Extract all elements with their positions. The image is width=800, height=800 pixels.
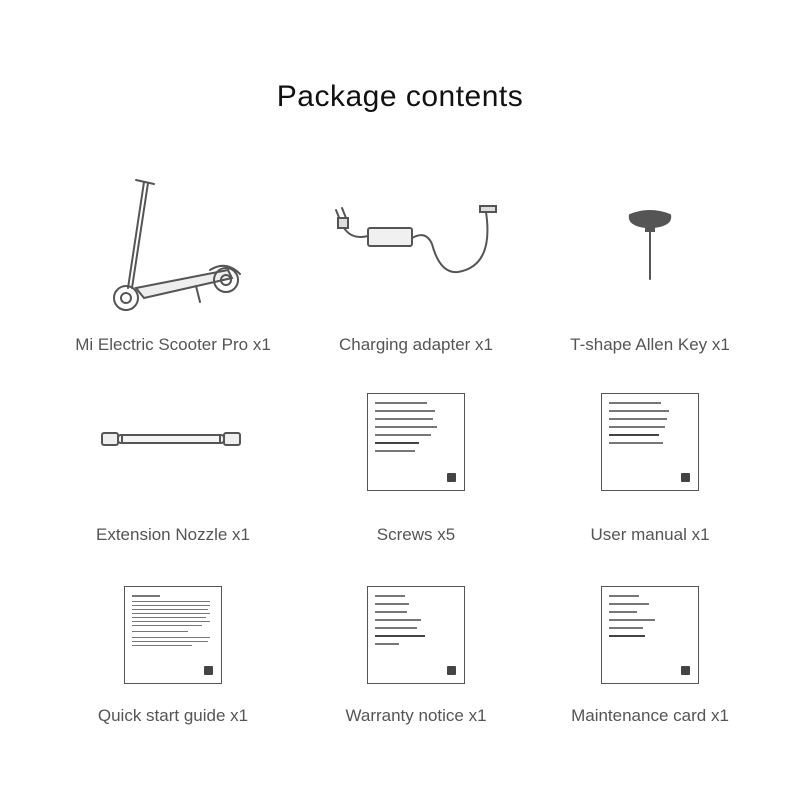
warranty-notice-icon	[283, 585, 549, 685]
item-label: Charging adapter x1	[338, 335, 494, 354]
page-title: Package contents	[276, 80, 524, 113]
item-label: T-shape Allen Key x1	[570, 335, 730, 354]
scooter-icon	[40, 170, 306, 320]
maintenance-card-icon	[517, 585, 783, 685]
screws-card-icon	[283, 392, 549, 492]
allen-key-icon	[517, 205, 783, 285]
item-label: Extension Nozzle x1	[95, 525, 251, 544]
charging-adapter-icon	[283, 200, 549, 290]
user-manual-icon	[517, 392, 783, 492]
item-label: Maintenance card x1	[571, 706, 729, 725]
item-label: Mi Electric Scooter Pro x1	[75, 335, 271, 354]
extension-nozzle-icon	[40, 425, 306, 455]
item-label: Screws x5	[376, 525, 456, 544]
item-label: User manual x1	[590, 525, 710, 544]
quick-start-guide-icon	[40, 585, 306, 685]
item-label: Warranty notice x1	[345, 706, 487, 725]
item-label: Quick start guide x1	[97, 706, 249, 725]
